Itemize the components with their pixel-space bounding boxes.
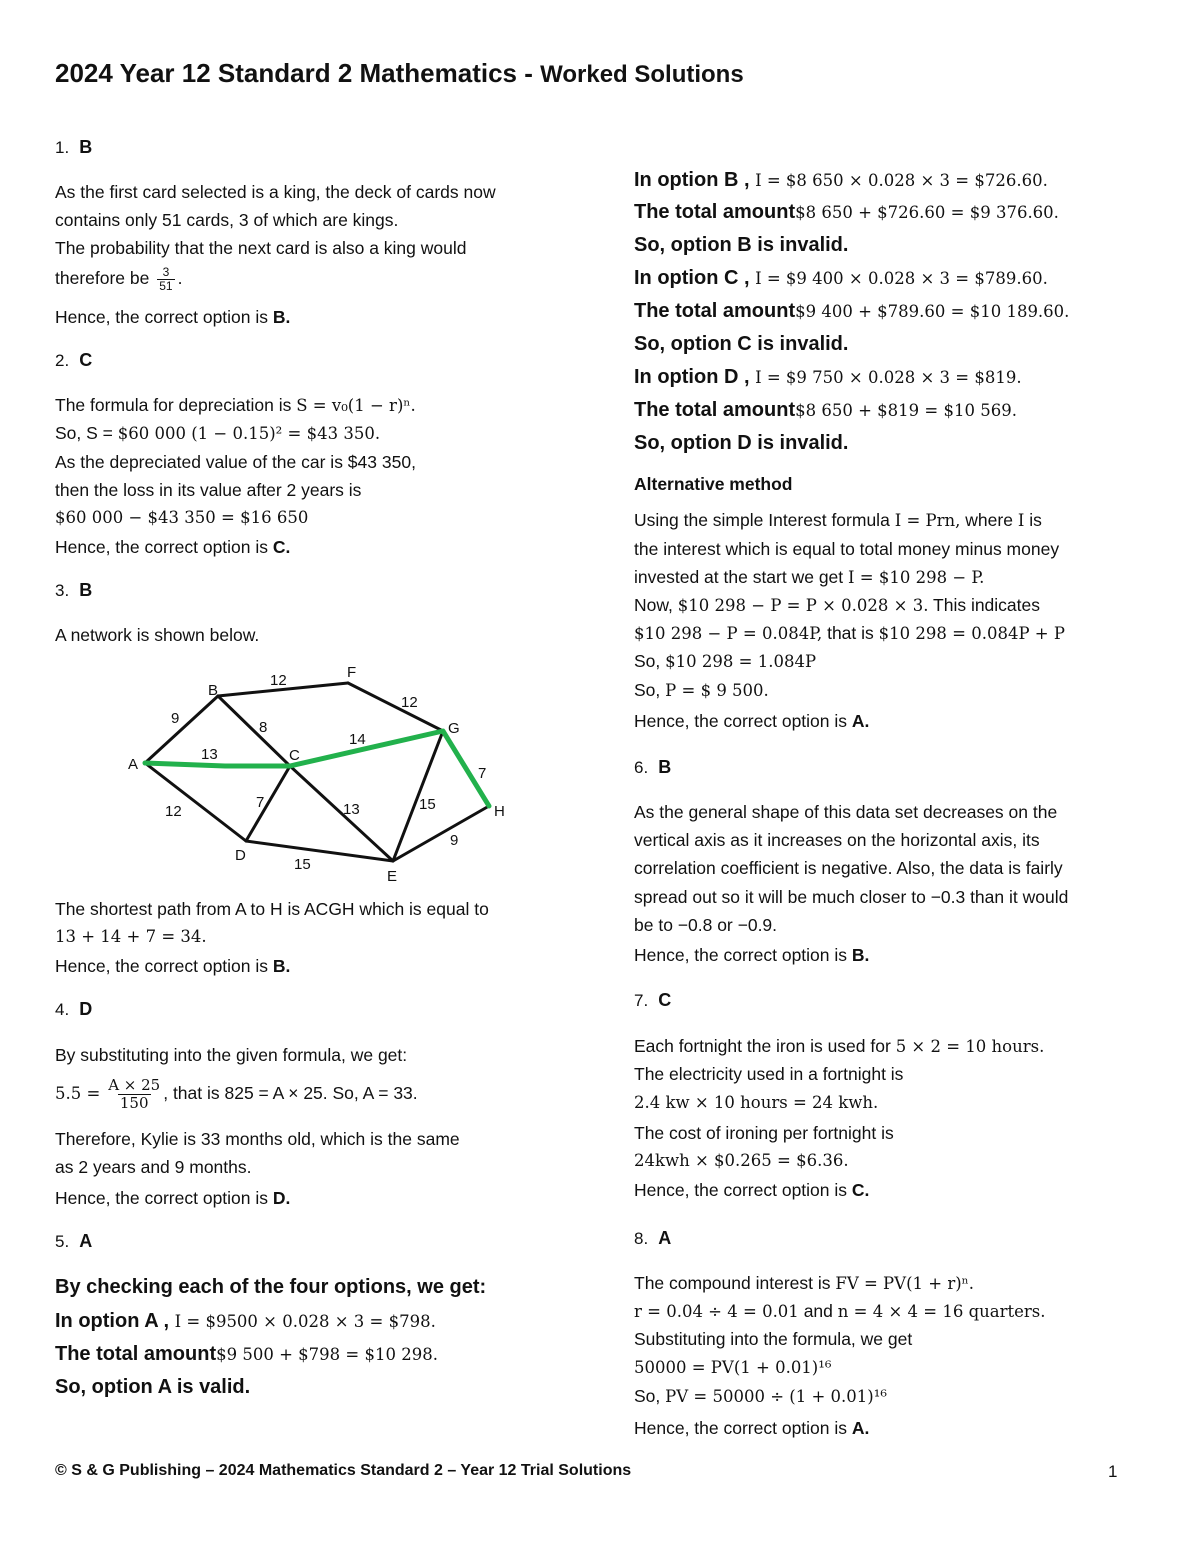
q1-conclusion bbox=[55, 306, 290, 328]
q8-conclusion bbox=[634, 1417, 869, 1439]
q7-line-1-text: Each fortnight the iron is used for bbox=[634, 1036, 891, 1056]
q5-option-c-result: So, option C is invalid. bbox=[634, 333, 849, 355]
edge-e-g bbox=[393, 731, 443, 861]
weight-c-g: 14 bbox=[349, 731, 366, 748]
q5-option-a-calc: I = $9500 × 0.028 × 3 = $798. bbox=[174, 1312, 436, 1331]
q5-option-d-result: So, option D is invalid. bbox=[634, 432, 849, 454]
q4-lhs: 5.5 = bbox=[55, 1084, 101, 1104]
q5-option-d-calc: I = $9 750 × 0.028 × 3 = $819. bbox=[755, 368, 1022, 387]
q3-line-3: 13 + 14 + 7 = 34. bbox=[55, 927, 207, 946]
q5-alt-line-5 bbox=[634, 622, 1065, 645]
q5-alt-line-3-text: invested at the start we get bbox=[634, 567, 844, 587]
q5-alt-is: is bbox=[1029, 510, 1042, 530]
node-e-label: E bbox=[387, 868, 398, 885]
q2-line-3: As the depreciated value of the car is $43 350, bbox=[55, 452, 416, 472]
weight-e-g: 15 bbox=[419, 796, 436, 813]
q7-answer: C bbox=[658, 990, 672, 1010]
weight-a-b: 9 bbox=[171, 710, 180, 727]
q4-heading bbox=[55, 999, 92, 1020]
shortest-path-acgh bbox=[145, 731, 489, 806]
q4-line-3: Therefore, Kylie is 33 months old, which is the same bbox=[55, 1129, 460, 1149]
q3-line-2: The shortest path from A to H is ACGH which is equal to bbox=[55, 899, 489, 919]
q5-option-c-total-label: The total amount bbox=[634, 300, 796, 322]
page-number: 1 bbox=[1108, 1462, 1118, 1481]
q1-fraction bbox=[157, 266, 174, 293]
q5-option-a-total-calc: $9 500 + $798 = $10 298. bbox=[216, 1345, 438, 1364]
q7-line-3: 2.4 kw × 10 hours = 24 kwh. bbox=[634, 1093, 879, 1112]
q5-alt-line-1-text: Using the simple Interest formula bbox=[634, 510, 890, 530]
q3-line-1: A network is shown below. bbox=[55, 625, 260, 645]
weight-g-h: 7 bbox=[478, 765, 487, 782]
q5-alt-line-4-calc: $10 298 − P = P × 0.028 × 3. bbox=[677, 596, 929, 615]
q7-option: C. bbox=[851, 1180, 870, 1200]
q2-conclusion bbox=[55, 536, 290, 558]
title-main: 2024 Year 12 Standard 2 Mathematics - bbox=[55, 58, 533, 88]
q6-heading bbox=[634, 757, 671, 778]
q3-option: B. bbox=[272, 956, 291, 976]
q1-line-3: The probability that the next card is also a king would bbox=[55, 238, 467, 258]
q4-conclusion-text: Hence, the correct option is bbox=[55, 1188, 269, 1208]
q5-line-1: By checking each of the four options, we get: bbox=[55, 1276, 487, 1298]
weight-e-h: 9 bbox=[450, 832, 459, 849]
q5-option-c-calc: I = $9 400 × 0.028 × 3 = $789.60. bbox=[755, 269, 1048, 288]
q5-alt-where: where bbox=[965, 510, 1013, 530]
q5-option-c-total-calc: $9 400 + $789.60 = $10 189.60. bbox=[795, 302, 1070, 321]
q2-heading bbox=[55, 350, 92, 371]
title-sub: Worked Solutions bbox=[540, 61, 744, 88]
q1-answer: B bbox=[79, 137, 93, 157]
q5-option-d-total-calc: $8 650 + $819 = $10 569. bbox=[795, 401, 1017, 420]
q2-conclusion-text: Hence, the correct option is bbox=[55, 537, 269, 557]
q6-line-4: spread out so it will be much closer to −0.3 than it would bbox=[634, 887, 1069, 907]
edge-b-f bbox=[218, 683, 348, 696]
q3-conclusion bbox=[55, 955, 290, 977]
q8-line-5 bbox=[634, 1385, 887, 1408]
weight-a-d: 12 bbox=[165, 803, 182, 820]
q5-alt-line-6-text: So, bbox=[634, 651, 661, 671]
edge-d-e bbox=[246, 841, 393, 861]
q8-rate: r = 0.04 ÷ 4 = 0.01 bbox=[634, 1302, 799, 1321]
q3-conclusion-text: Hence, the correct option is bbox=[55, 956, 269, 976]
q8-option: A. bbox=[851, 1418, 870, 1438]
q7-heading bbox=[634, 990, 671, 1011]
q6-line-1: As the general shape of this data set decreases on the bbox=[634, 802, 1058, 822]
q5-alt-line-7 bbox=[634, 679, 769, 702]
q5-option-c-total bbox=[634, 300, 1069, 323]
q5-number: 5. bbox=[55, 1232, 70, 1251]
q8-line-5-text: So, bbox=[634, 1386, 661, 1406]
q8-line-1 bbox=[634, 1272, 974, 1295]
q8-line-5-calc: PV = 50000 ÷ (1 + 0.01)¹⁶ bbox=[665, 1387, 887, 1406]
q5-alt-line-6 bbox=[634, 650, 816, 673]
q5-option-b-calc: I = $8 650 × 0.028 × 3 = $726.60. bbox=[755, 171, 1048, 190]
q5-option-c bbox=[634, 267, 1048, 290]
q8-line-1-text: The compound interest is bbox=[634, 1273, 831, 1293]
footer: © S & G Publishing – 2024 Mathematics Standard 2 – Year 12 Trial Solutions bbox=[55, 1462, 632, 1479]
q1-option: B. bbox=[272, 307, 291, 327]
q5-option-d-label: In option D , bbox=[634, 366, 750, 388]
edge-f-g bbox=[348, 683, 443, 731]
q7-conclusion bbox=[634, 1179, 869, 1201]
q4-line-1: By substituting into the given formula, we get: bbox=[55, 1045, 408, 1065]
edge-c-e bbox=[290, 766, 393, 861]
q3-answer: B bbox=[79, 580, 93, 600]
q8-heading bbox=[634, 1228, 671, 1249]
q2-option: C. bbox=[272, 537, 291, 557]
q5-option-d bbox=[634, 366, 1022, 389]
q5-option-d-total bbox=[634, 399, 1017, 422]
q5-alt-line-5-calc: $10 298 − P = 0.084P, bbox=[634, 624, 823, 643]
q5-alt-formula: I = Prn, bbox=[894, 511, 961, 530]
q1-line-4-text: therefore be bbox=[55, 268, 150, 289]
q1-number: 1. bbox=[55, 138, 70, 157]
q2-number: 2. bbox=[55, 351, 70, 370]
q8-number: 8. bbox=[634, 1229, 649, 1248]
q2-line-1 bbox=[55, 394, 416, 417]
q8-periods: n = 4 × 4 = 16 quarters. bbox=[837, 1302, 1046, 1321]
q8-line-3: Substituting into the formula, we get bbox=[634, 1329, 913, 1349]
q7-number: 7. bbox=[634, 991, 649, 1010]
q2-line-1-text: The formula for depreciation is bbox=[55, 395, 292, 415]
q5-option-c-label: In option C , bbox=[634, 267, 750, 289]
q5-option-b-result: So, option B is invalid. bbox=[634, 234, 849, 256]
weight-c-e: 13 bbox=[343, 801, 360, 818]
node-f-label: F bbox=[347, 664, 357, 681]
q6-number: 6. bbox=[634, 758, 649, 777]
q8-answer: A bbox=[658, 1228, 672, 1248]
q5-conclusion bbox=[634, 710, 869, 732]
q5-alt-var: I bbox=[1017, 511, 1025, 530]
q2-calc: $60 000 (1 − 0.15)² = $43 350. bbox=[117, 424, 381, 443]
q2-line-2 bbox=[55, 422, 380, 445]
q2-line-5: $60 000 − $43 350 = $16 650 bbox=[55, 508, 309, 527]
q4-frac-num: A × 25 bbox=[108, 1076, 161, 1094]
q5-option-b-total bbox=[634, 201, 1059, 224]
q6-conclusion bbox=[634, 944, 869, 966]
q4-number: 4. bbox=[55, 1000, 70, 1019]
edge-a-d bbox=[145, 763, 246, 841]
q5-option-a-label: In option A , bbox=[55, 1310, 170, 1332]
q4-line-4: as 2 years and 9 months. bbox=[55, 1157, 252, 1177]
weight-d-e: 15 bbox=[294, 856, 311, 873]
q3-number: 3. bbox=[55, 581, 70, 600]
q7-line-4: The cost of ironing per fortnight is bbox=[634, 1123, 894, 1143]
q5-alt-line-4-text: Now, bbox=[634, 595, 673, 615]
weight-b-f: 12 bbox=[270, 672, 287, 689]
q7-line-2: The electricity used in a fortnight is bbox=[634, 1064, 904, 1084]
edge-c-d bbox=[246, 766, 290, 841]
q8-line-2 bbox=[634, 1300, 1045, 1323]
q1-line-4: therefore be $\frac{3}{51}$ . bbox=[55, 265, 183, 293]
q2-line-2-text: So, S = bbox=[55, 423, 113, 443]
q5-alt-line-4-tail: This indicates bbox=[933, 595, 1041, 615]
q2-formula: S = v₀(1 − r)ⁿ. bbox=[296, 396, 416, 415]
q1-frac-num: 3 bbox=[162, 265, 170, 279]
q6-option: B. bbox=[851, 945, 870, 965]
q5-option-a bbox=[55, 1310, 436, 1333]
q7-line-1-calc: 5 × 2 = 10 hours. bbox=[895, 1037, 1045, 1056]
q6-answer: B bbox=[658, 757, 672, 777]
node-d-label: D bbox=[235, 847, 246, 864]
weight-a-c: 13 bbox=[201, 746, 218, 763]
q5-heading bbox=[55, 1231, 92, 1252]
node-h-label: H bbox=[494, 803, 505, 820]
weight-c-d: 7 bbox=[256, 794, 265, 811]
q5-alt-line-1 bbox=[634, 509, 1042, 532]
q8-conclusion-text: Hence, the correct option is bbox=[634, 1418, 848, 1438]
q3-heading bbox=[55, 580, 92, 601]
q7-line-1 bbox=[634, 1035, 1044, 1058]
q5-option-a-total-label: The total amount bbox=[55, 1343, 217, 1365]
q7-conclusion-text: Hence, the correct option is bbox=[634, 1180, 848, 1200]
q5-alt-line-6-calc: $10 298 = 1.084P bbox=[665, 652, 817, 671]
q5-option-b-label: In option B , bbox=[634, 169, 750, 191]
q8-formula: FV = PV(1 + r)ⁿ. bbox=[835, 1274, 975, 1293]
q4-line-2 bbox=[55, 1077, 418, 1112]
q5-alt-line-3 bbox=[634, 566, 984, 589]
q5-answer: A bbox=[79, 1231, 93, 1251]
q4-conclusion bbox=[55, 1187, 290, 1209]
q8-and: and bbox=[803, 1301, 833, 1321]
q4-answer: D bbox=[79, 999, 93, 1019]
node-b-label: B bbox=[208, 682, 219, 699]
page-title bbox=[55, 58, 744, 89]
q5-alt-line-3-calc: I = $10 298 − P. bbox=[848, 568, 985, 587]
q5-option-b-total-calc: $8 650 + $726.60 = $9 376.60. bbox=[795, 203, 1059, 222]
q4-frac-den: 150 bbox=[119, 1094, 149, 1112]
q6-line-5: be to −0.8 or −0.9. bbox=[634, 915, 778, 935]
q1-frac-den: 51 bbox=[159, 279, 173, 293]
q5-alt-line-5-calc2: $10 298 = 0.084P + P bbox=[878, 624, 1065, 643]
q6-conclusion-text: Hence, the correct option is bbox=[634, 945, 848, 965]
edge-b-c bbox=[218, 696, 290, 766]
node-a-label: A bbox=[128, 756, 139, 773]
q5-option: A. bbox=[851, 711, 870, 731]
q5-alt-line-7-calc: P = $ 9 500. bbox=[665, 681, 769, 700]
q1-heading bbox=[55, 137, 92, 158]
q5-option-d-total-label: The total amount bbox=[634, 399, 796, 421]
q2-line-4: then the loss in its value after 2 years is bbox=[55, 480, 362, 500]
q5-alt-line-4 bbox=[634, 594, 1040, 617]
q6-line-2: vertical axis as it increases on the horizontal axis, its bbox=[634, 830, 1040, 850]
q5-alt-line-7-text: So, bbox=[634, 680, 661, 700]
weight-f-g: 12 bbox=[401, 694, 418, 711]
q1-conclusion-text: Hence, the correct option is bbox=[55, 307, 269, 327]
q5-alt-title: Alternative method bbox=[634, 474, 793, 494]
q5-alt-line-5-text: that is bbox=[827, 623, 874, 643]
weight-b-c: 8 bbox=[259, 719, 268, 736]
q4-option: D. bbox=[272, 1188, 291, 1208]
q5-option-b bbox=[634, 169, 1048, 192]
q4-fraction bbox=[108, 1077, 160, 1112]
node-g-label: G bbox=[448, 720, 460, 737]
q7-line-5: 24kwh × $0.265 = $6.36. bbox=[634, 1151, 849, 1170]
q1-line-1: As the first card selected is a king, the deck of cards now bbox=[55, 182, 496, 202]
edge-a-b bbox=[145, 696, 218, 763]
q6-line-3: correlation coefficient is negative. Also, the data is fairly bbox=[634, 858, 1063, 878]
q4-line-2-rest: , that is 825 = A × 25. So, A = 33. bbox=[163, 1083, 418, 1104]
q5-conclusion-text: Hence, the correct option is bbox=[634, 711, 848, 731]
q2-answer: C bbox=[79, 350, 93, 370]
edge-e-h bbox=[393, 806, 489, 861]
q5-option-a-result: So, option A is valid. bbox=[55, 1376, 251, 1398]
q5-alt-line-2: the interest which is equal to total money minus money bbox=[634, 539, 1060, 559]
node-c-label: C bbox=[289, 747, 300, 764]
q5-option-a-total bbox=[55, 1343, 438, 1366]
q8-line-4: 50000 = PV(1 + 0.01)¹⁶ bbox=[634, 1358, 832, 1377]
q1-line-2: contains only 51 cards, 3 of which are kings. bbox=[55, 210, 399, 230]
q5-option-b-total-label: The total amount bbox=[634, 201, 796, 223]
